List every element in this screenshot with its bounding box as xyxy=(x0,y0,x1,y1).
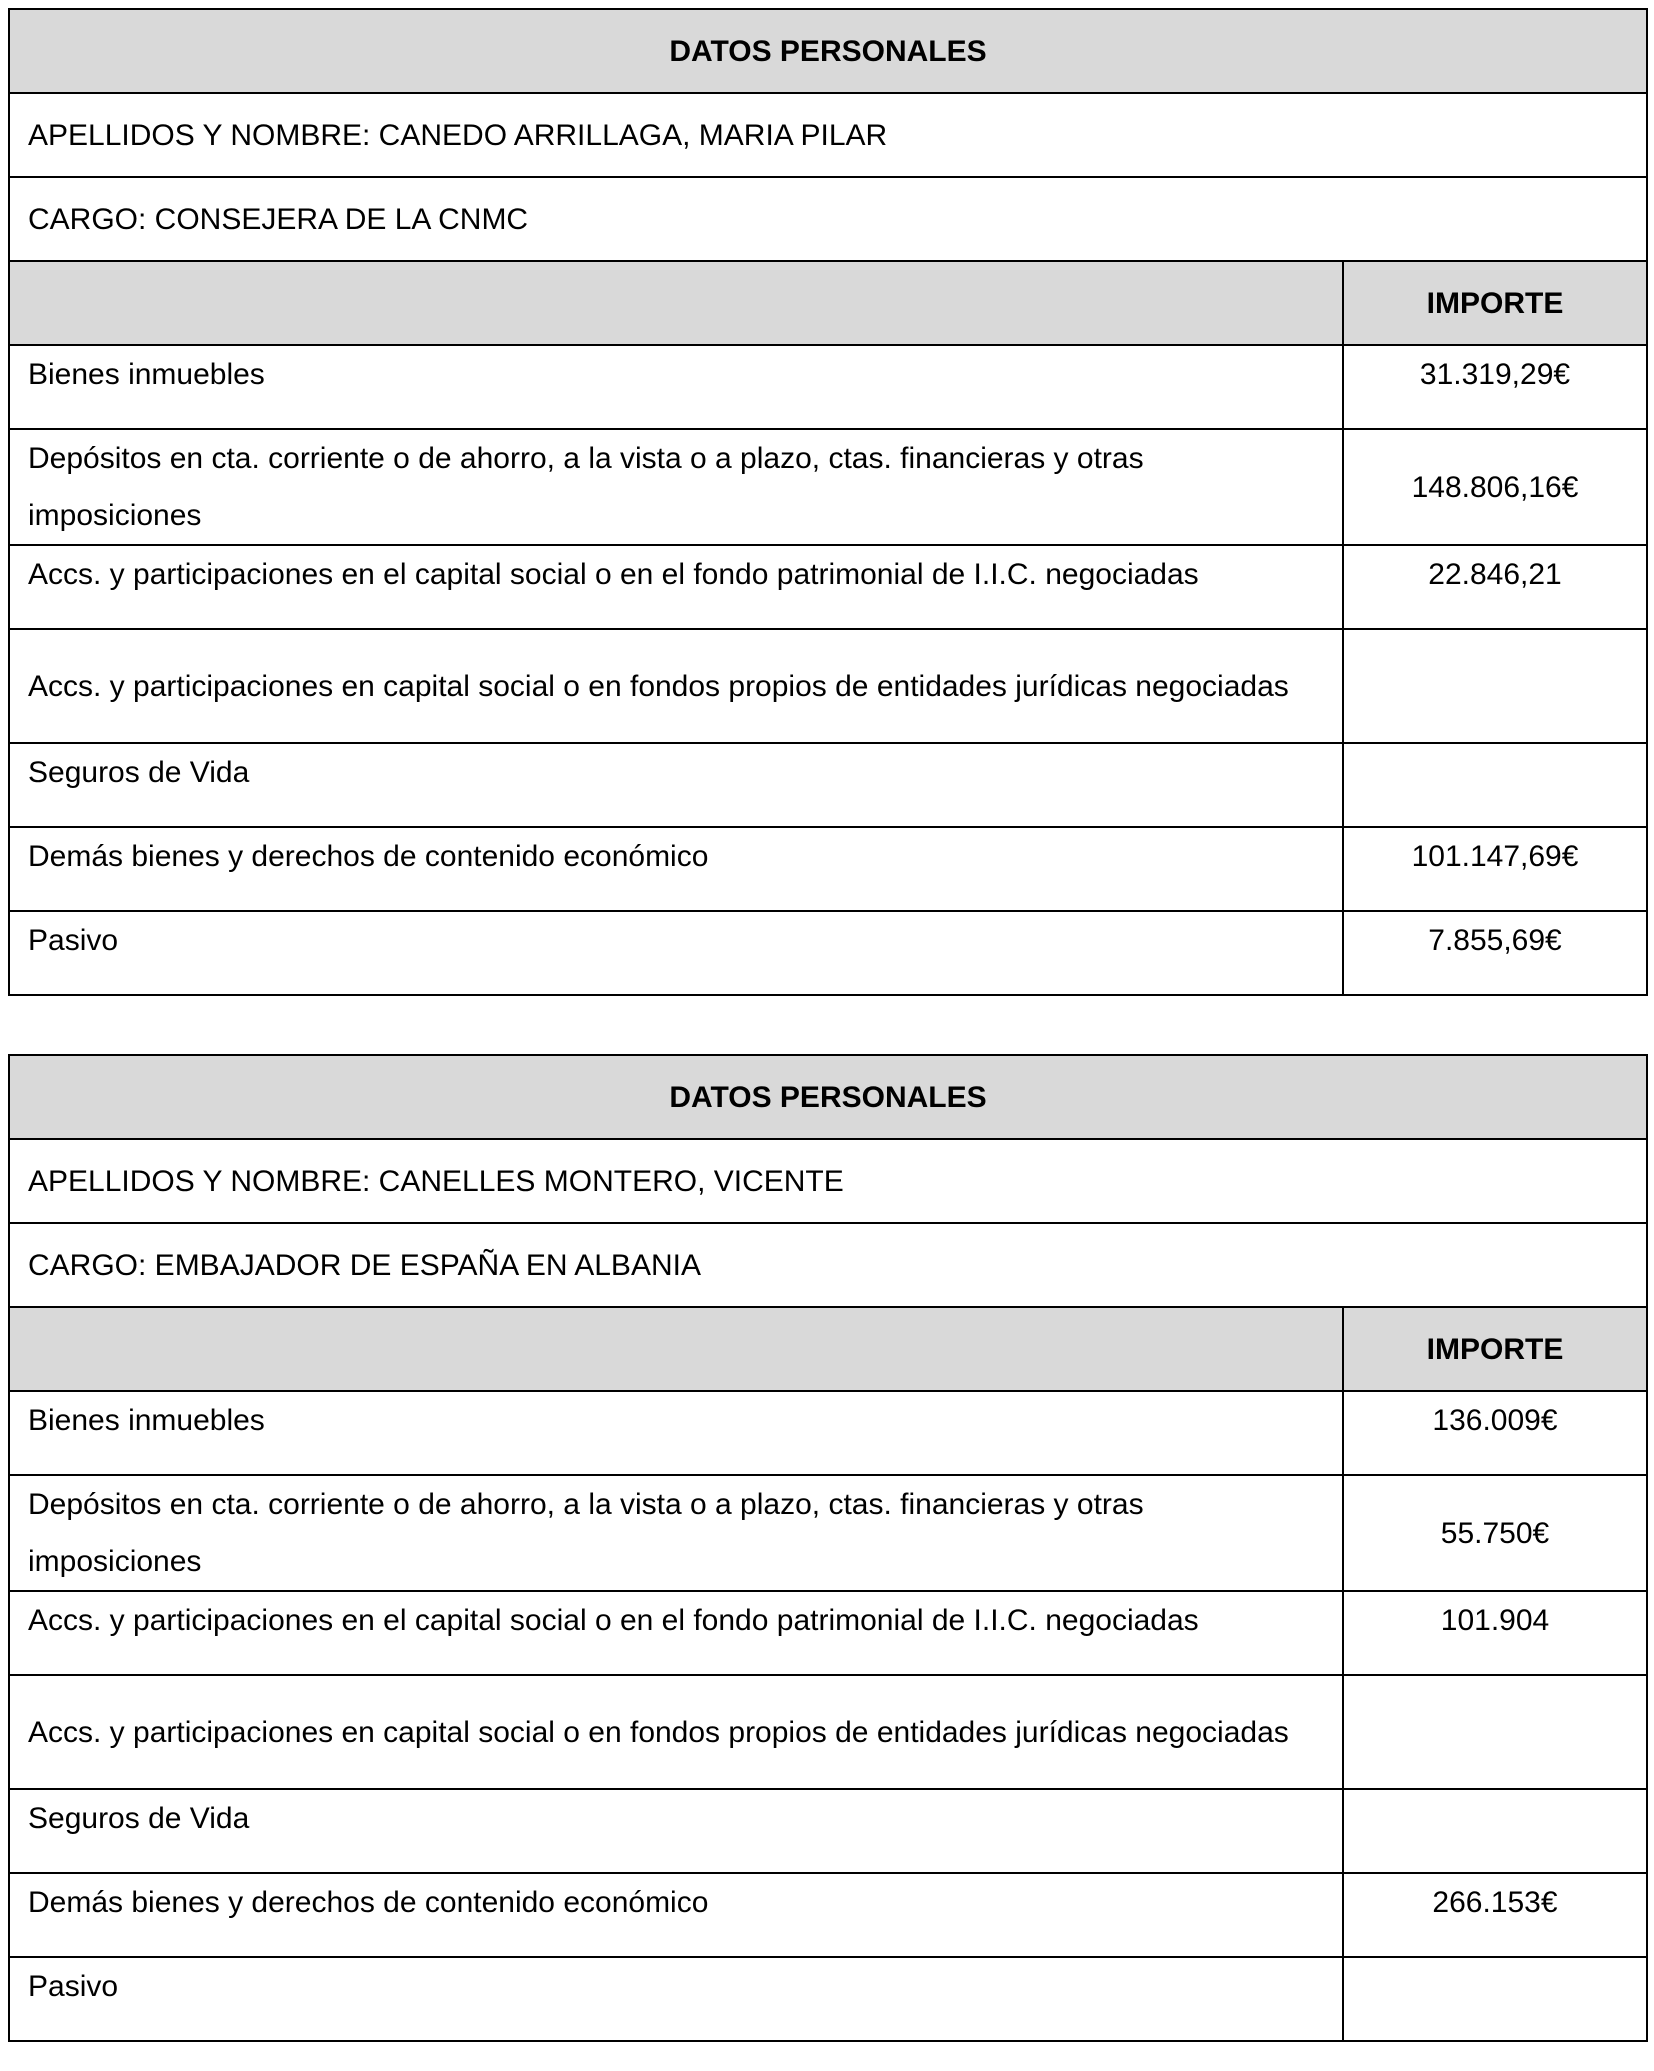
amount-cell xyxy=(1343,1957,1647,2041)
amount-cell: 22.846,21 xyxy=(1343,545,1647,629)
concept-cell: Accs. y participaciones en capital social o en fondos propios de entidades jurídicas negociadas xyxy=(9,629,1343,743)
cargo-row xyxy=(9,1223,1647,1307)
concept-header-cell xyxy=(9,1307,1343,1391)
concept-cell: Pasivo xyxy=(9,1957,1343,2041)
table-row xyxy=(9,1789,1647,1873)
cargo-row xyxy=(9,177,1647,261)
amount-cell: 266.153€ xyxy=(1343,1873,1647,1957)
concept-cell: Seguros de Vida xyxy=(9,1789,1343,1873)
section-header-row xyxy=(9,9,1647,93)
table-row xyxy=(9,911,1647,995)
section-title: DATOS PERSONALES xyxy=(9,9,1647,93)
name-line: APELLIDOS Y NOMBRE: CANELLES MONTERO, VICENTE xyxy=(9,1139,1647,1223)
table-row xyxy=(9,1591,1647,1675)
concept-cell: Demás bienes y derechos de contenido económico xyxy=(9,827,1343,911)
table-row xyxy=(9,1675,1647,1789)
table-row xyxy=(9,545,1647,629)
amount-cell xyxy=(1343,1789,1647,1873)
section-header-row xyxy=(9,1055,1647,1139)
amount-cell: 101.904 xyxy=(1343,1591,1647,1675)
concept-cell: Seguros de Vida xyxy=(9,743,1343,827)
concept-cell: Depósitos en cta. corriente o de ahorro, a la vista o a plazo, ctas. financieras y otras imposiciones xyxy=(9,1475,1343,1591)
amount-header: IMPORTE xyxy=(1343,261,1647,345)
amount-cell: 136.009€ xyxy=(1343,1391,1647,1475)
cargo-line: CARGO: CONSEJERA DE LA CNMC xyxy=(9,177,1647,261)
concept-cell: Depósitos en cta. corriente o de ahorro, a la vista o a plazo, ctas. financieras y otras imposiciones xyxy=(9,429,1343,545)
table-row xyxy=(9,1391,1647,1475)
concept-header-cell xyxy=(9,261,1343,345)
amount-cell: 7.855,69€ xyxy=(1343,911,1647,995)
amount-cell: 101.147,69€ xyxy=(1343,827,1647,911)
concept-cell: Bienes inmuebles xyxy=(9,345,1343,429)
concept-cell: Pasivo xyxy=(9,911,1343,995)
section-title: DATOS PERSONALES xyxy=(9,1055,1647,1139)
amount-cell: 148.806,16€ xyxy=(1343,429,1647,545)
table-row xyxy=(9,1475,1647,1591)
name-row xyxy=(9,93,1647,177)
table-row xyxy=(9,429,1647,545)
amount-header: IMPORTE xyxy=(1343,1307,1647,1391)
table-row xyxy=(9,743,1647,827)
table-row xyxy=(9,345,1647,429)
concept-cell: Accs. y participaciones en el capital social o en el fondo patrimonial de I.I.C. negociadas xyxy=(9,545,1343,629)
table-row xyxy=(9,629,1647,743)
amount-cell xyxy=(1343,629,1647,743)
amount-cell: 55.750€ xyxy=(1343,1475,1647,1591)
amount-header-row xyxy=(9,1307,1647,1391)
name-row xyxy=(9,1139,1647,1223)
table-row xyxy=(9,1957,1647,2041)
name-line: APELLIDOS Y NOMBRE: CANEDO ARRILLAGA, MARIA PILAR xyxy=(9,93,1647,177)
concept-cell: Accs. y participaciones en capital social o en fondos propios de entidades jurídicas negociadas xyxy=(9,1675,1343,1789)
concept-cell: Bienes inmuebles xyxy=(9,1391,1343,1475)
concept-cell: Demás bienes y derechos de contenido económico xyxy=(9,1873,1343,1957)
amount-cell xyxy=(1343,743,1647,827)
declaration-table xyxy=(8,8,1648,996)
table-row xyxy=(9,827,1647,911)
concept-cell: Accs. y participaciones en el capital social o en el fondo patrimonial de I.I.C. negociadas xyxy=(9,1591,1343,1675)
amount-header-row xyxy=(9,261,1647,345)
amount-cell xyxy=(1343,1675,1647,1789)
table-row xyxy=(9,1873,1647,1957)
amount-cell: 31.319,29€ xyxy=(1343,345,1647,429)
cargo-line: CARGO: EMBAJADOR DE ESPAÑA EN ALBANIA xyxy=(9,1223,1647,1307)
declaration-table xyxy=(8,1054,1648,2042)
